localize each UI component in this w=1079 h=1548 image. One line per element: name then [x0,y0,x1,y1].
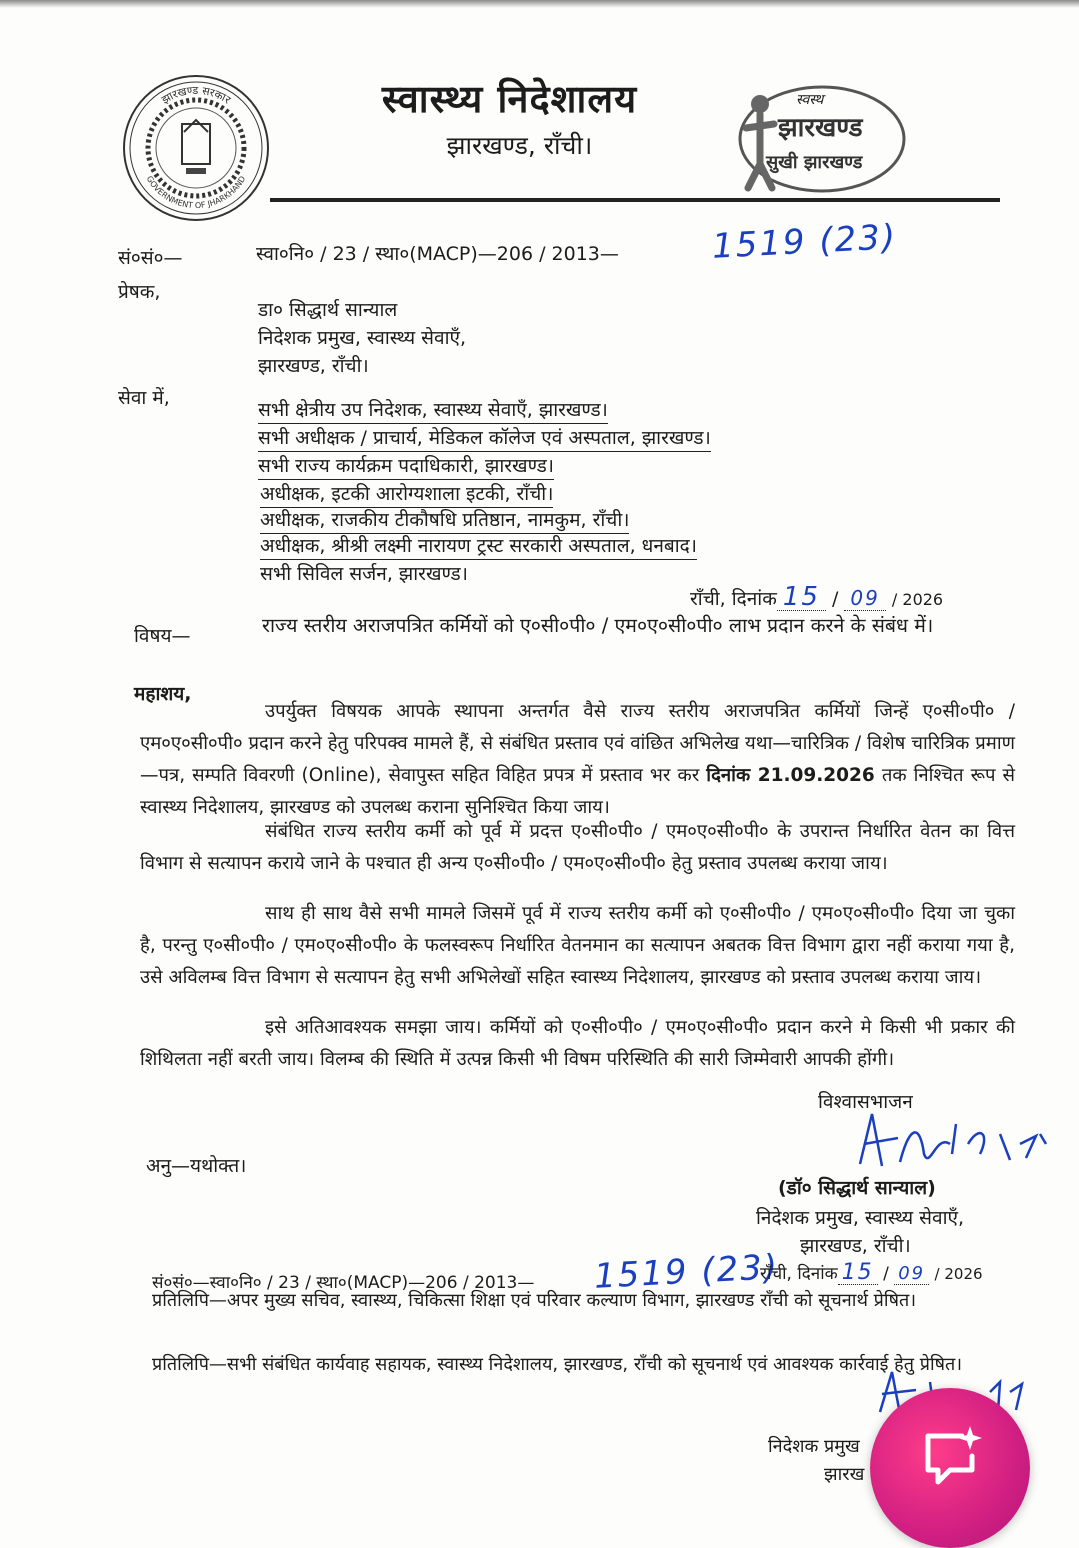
signatory-designation: निदेशक प्रमुख, स्वास्थ्य सेवाएँ, [756,1207,965,1229]
scan-edge [0,0,1079,8]
recipient-line: सभी राज्य कार्यक्रम पदाधिकारी, झारखण्ड। [258,452,554,480]
office-location: झारखण्ड, राँची। [446,131,593,160]
chat-sparkle-icon [918,1422,988,1492]
closing: विश्वासभाजन [818,1091,913,1113]
recipient-line: अधीक्षक, श्रीश्री लक्ष्मी नारायण ट्रस्ट सरकारी अस्पताल, धनबाद। [260,532,697,560]
sender-line: निदेशक प्रमुख, स्वास्थ्य सेवाएँ, [258,327,467,349]
copy-date-prefix: राँची, दिनांक [760,1264,838,1284]
sender-line: डा० सिद्धार्थ सान्याल [258,299,398,321]
date-prefix: राँची, दिनांक [690,588,777,610]
date-day: 15 [782,582,820,612]
recipient-line: सभी क्षेत्रीय उप निदेशक, स्वास्थ्य सेवाएँ, झारखण्ड। [258,396,608,424]
copy-handwritten-number: 1519 (23) [593,1247,781,1297]
seal-text-bottom: GOVERNMENT OF JHARKHAND [144,174,248,211]
body-paragraph-3: साथ ही साथ वैसे सभी मामले जिसमें पूर्व में राज्य स्तरीय कर्मी को ए०सी०पी० / एम०ए०सी०पी० दिया जा चुका है, परन्तु ए०सी०पी० / एम०ए०सी०पी० के फलस्वरूप निर्धारित वेतनमान का सत्यापन अबतक वित्त विभाग द्वारा नहीं कराया गया है, उसे अविलम्ब वित्त विभाग से सत्यापन हेतु सभी अभिलेखों सहित स्वास्थ्य निदेशालय, झारखण्ड को प्रस्ताव उपलब्ध कराया जाय। [140,903,1015,988]
logo-text-1: स्वस्थ [796,92,824,108]
header-divider [270,198,1000,202]
recipient-line: अधीक्षक, राजकीय टीकौषधि प्रतिष्ठान, नामकुम, राँची। [260,506,629,534]
logo-text-3: सुखी झारखण्ड [766,152,863,173]
chat-assistant-button[interactable] [870,1388,1030,1548]
enclosure: अनु—यथोक्त। [146,1155,247,1177]
subject-label: विषय— [134,625,191,647]
ref-handwritten-number: 1519 (23) [711,217,899,267]
copy-sign-place: झारख [824,1464,865,1485]
salutation: महाशय, [134,683,192,705]
copy-date-day: 15 [841,1260,874,1285]
body-p1-text: उपर्युक्त विषयक आपके स्थापना अन्तर्गत वैसे राज्य स्तरीय अराजपत्रित कर्मियों जिन्हें ए०सी०पी० / एम०ए०सी०पी० प्रदान करने हेतु परिपक्व मामले हैं, से संबंधित प्रस्ताव एवं वांछित अभिलेख यथा—चारित्रिक / विशेष चारित्रिक प्रमाण—पत्र, सम्पति विवरणी (Online), सेवापुस्त सहित विहित प्रपत्र में प्रस्ताव भर कर [140,701,1015,786]
recipient-label: सेवा में, [118,387,170,409]
body-paragraph-1 [140,696,1015,824]
date-year: / 2026 [891,590,944,609]
sender-line: झारखण्ड, राँची। [258,355,369,377]
date-month: 09 [850,586,880,610]
body-p1-text-cont: तक निश्चित रूप से स्वास्थ्य निदेशालय, झारखण्ड को उपलब्ध कराना सुनिश्चित किया जाय। [140,765,1015,818]
copy-date-month: 09 [898,1263,926,1284]
copy-line-1 [152,1286,1032,1316]
logo-text-2: झारखण्ड [778,113,863,143]
swasth-jharkhand-logo [738,84,918,194]
seal-text-top: झारखण्ड सरकार [159,83,233,107]
recipient-line: अधीक्षक, इटकी आरोग्यशाला इटकी, राँची। [260,480,553,508]
body-paragraph-4: इसे अतिआवश्यक समझा जाय। कर्मियों को ए०सी०पी० / एम०ए०सी०पी० प्रदान करने मे किसी भी प्रकार की शिथिलता नहीं बरती जाय। विलम्ब की स्थिति में उत्पन्न किसी भी विषम परिस्थिति की सारी जिम्मेवारी आपकी होंगी। [140,1017,1015,1070]
copy-date: राँची, दिनांक 15 / 09 / 2026 [760,1260,983,1285]
signatory-name: (डॉ० सिद्धार्थ सान्याल) [778,1177,936,1199]
office-title: स्वास्थ्य निदेशालय [381,77,638,121]
ref-number: स्वा०नि० / 23 / स्था०(MACP)—206 / 2013— [256,243,619,265]
signature-mark [840,1104,1060,1184]
letter-date: राँची, दिनांक 15 / 09 / 2026 [690,582,944,612]
copy-recipient-2: प्रतिलिपि—सभी संबंधित कार्यवाह सहायक, स्वास्थ्य निदेशालय, झारखण्ड, राँची को सूचनार्थ एवं आवश्यक कार्रवाई हेतु प्रेषित। [152,1354,963,1375]
ref-label: सं०सं०— [118,247,183,269]
recipient-line: सभी सिविल सर्जन, झारखण्ड। [260,563,468,585]
deadline-date: दिनांक 21.09.2026 [706,765,875,786]
copy-date-year: / 2026 [934,1265,983,1283]
sender-label: प्रेषक, [118,281,161,303]
body-paragraph-2: संबंधित राज्य स्तरीय कर्मी को पूर्व में प्रदत्त ए०सी०पी० / एम०ए०सी०पी० के उपरान्त निर्धारित वेतन का वित्त विभाग से सत्यापन कराये जाने के पश्चात ही अन्य ए०सी०पी० / एम०ए०सी०पी० हेतु प्रस्ताव उपलब्ध कराया जाय। [140,821,1015,874]
copy-recipient-1: प्रतिलिपि—अपर मुख्य सचिव, स्वास्थ्य, चिकित्सा शिक्षा एवं परिवार कल्याण विभाग, झारखण्ड राँची को सूचनार्थ प्रेषित। [152,1290,917,1311]
signatory-place: झारखण्ड, राँची। [800,1235,911,1257]
subject-text: राज्य स्तरीय अराजपत्रित कर्मियों को ए०सी०पी० / एम०ए०सी०पी० लाभ प्रदान करने के संबंध में। [262,614,934,637]
copy-ref-number: सं०सं०—स्वा०नि० / 23 / स्था०(MACP)—206 / 2013— [152,1273,535,1293]
recipient-line: सभी अधीक्षक / प्राचार्य, मेडिकल कॉलेज एवं अस्पताल, झारखण्ड। [258,424,711,452]
copy-sign-designation: निदेशक प्रमुख [768,1436,860,1457]
